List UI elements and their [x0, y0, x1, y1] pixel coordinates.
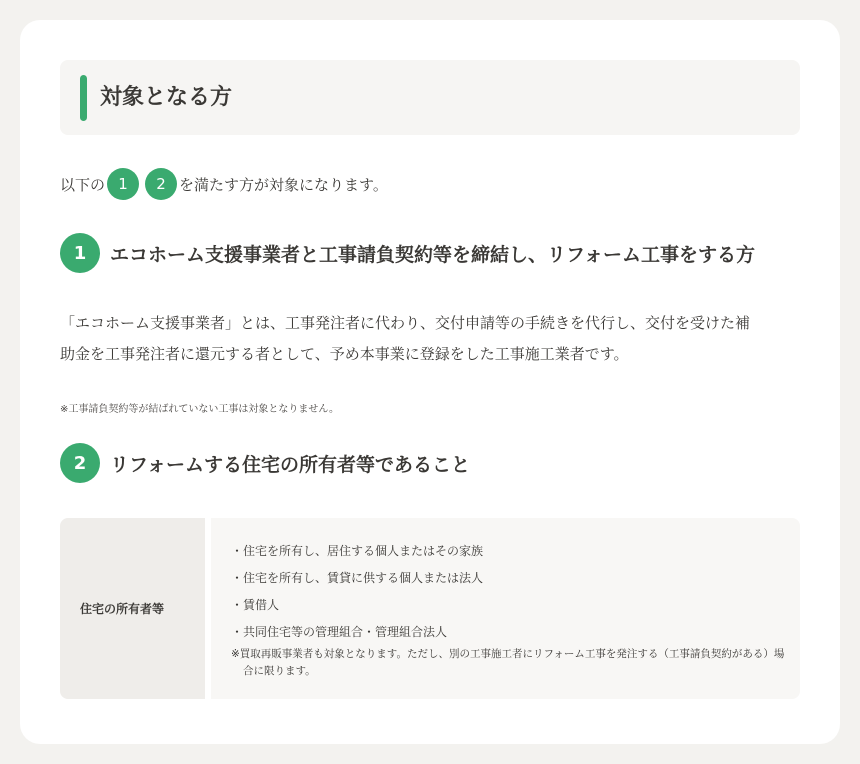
- intro-badge-1: 1: [107, 168, 139, 200]
- section-1-description: [60, 308, 802, 370]
- section-2-number-badge: 2: [60, 443, 100, 483]
- section-1-description-line-2: 助金を工事発注者に還元する者として、予め本事業に登録をした工事施工業者です。: [60, 345, 629, 363]
- owner-table-cell: [211, 518, 800, 699]
- intro-text-after: を満たす方が対象になります。: [179, 175, 388, 194]
- intro-text-before: 以下の: [60, 175, 106, 194]
- owner-list-item: ・住宅を所有し、賃貸に供する個人または法人: [231, 571, 484, 585]
- owner-list-item: ・賃借人: [231, 598, 280, 612]
- section-2-heading: [60, 443, 470, 483]
- section-title-box: [60, 60, 800, 135]
- owner-table-header: 住宅の所有者等: [60, 518, 205, 699]
- section-2-title: リフォームする住宅の所有者等であること: [110, 453, 471, 476]
- owner-table-note: ※買取再販事業者も対象となります。ただし、別の工事施工者にリフォーム工事を発注する（工事請負契約がある）場合に限ります。: [231, 648, 785, 677]
- section-1-number-badge: 1: [60, 233, 100, 273]
- intro-badge-2: 2: [145, 168, 177, 200]
- section-1-note: ※工事請負契約等が結ばれていない工事は対象となりません。: [60, 404, 339, 415]
- owner-list-item: ・住宅を所有し、居住する個人またはその家族: [231, 544, 484, 558]
- owner-list: [231, 538, 483, 646]
- section-1-description-line-1: 「エコホーム支援事業者」とは、工事発注者に代わり、交付申請等の手続きを代行し、交付を受けた補: [60, 314, 751, 332]
- owner-table: [60, 518, 800, 699]
- content-card: [20, 20, 840, 744]
- intro-line: [60, 168, 388, 200]
- title-accent-bar: [80, 75, 87, 121]
- section-1-title: エコホーム支援事業者と工事請負契約等を締結し、リフォーム工事をする方: [110, 243, 756, 266]
- owner-list-item: ・共同住宅等の管理組合・管理組合法人: [231, 625, 448, 639]
- section-1-heading: [60, 233, 755, 273]
- page-title: 対象となる方: [100, 85, 233, 110]
